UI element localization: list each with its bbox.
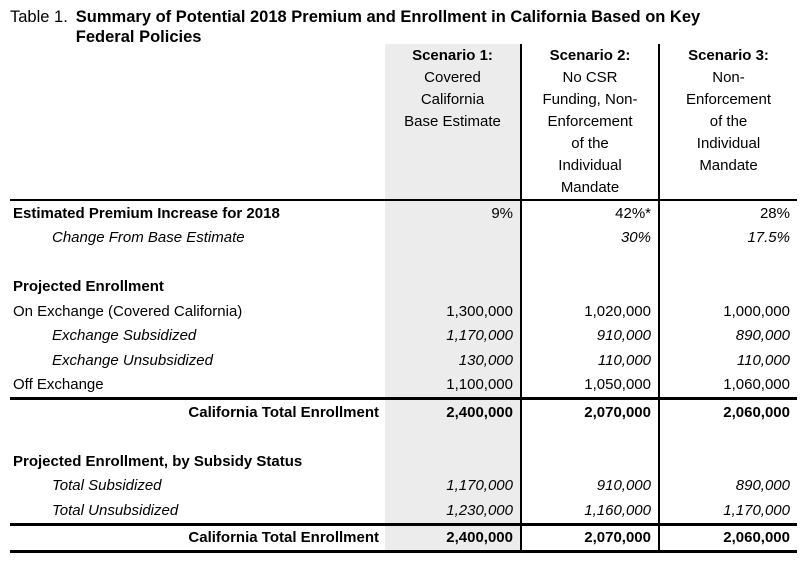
table-title xyxy=(10,7,700,47)
table-title-line-2: Federal Policies xyxy=(75,28,202,46)
cell-value: 1,000,000 xyxy=(723,302,790,320)
cell-value: 910,000 xyxy=(522,324,660,349)
cell-value xyxy=(385,275,522,300)
cell-value: 2,070,000 xyxy=(522,400,660,425)
table-title-line-1: Summary of Potential 2018 Premium and Enrollment in California Based on Key xyxy=(75,8,701,26)
row-label: Off Exchange xyxy=(13,376,104,394)
cell-value: 1,020,000 xyxy=(522,299,660,324)
column-header-title: Scenario 3: xyxy=(688,47,769,64)
cell-value: 130,000 xyxy=(385,348,522,373)
cell-value xyxy=(522,425,660,450)
cell-value: 28% xyxy=(759,204,790,222)
cell-value: 30% xyxy=(522,226,660,251)
column-header-subtitle-line: of the xyxy=(571,135,609,152)
cell-value: 2,400,000 xyxy=(385,400,522,425)
row-label: Projected Enrollment xyxy=(13,278,164,296)
row-label: Change From Base Estimate xyxy=(52,229,245,247)
table-row xyxy=(10,373,797,401)
column-header-subtitle-line: Base Estimate xyxy=(404,113,501,130)
column-header-subtitle-line: California xyxy=(420,91,485,108)
cell-value: 1,170,000 xyxy=(723,501,790,519)
cell-value xyxy=(522,250,660,275)
column-header-title: Scenario 1: xyxy=(412,47,493,64)
row-label: California Total Enrollment xyxy=(188,403,379,421)
row-label: California Total Enrollment xyxy=(188,529,379,547)
table-row xyxy=(10,474,797,499)
column-header-title: Scenario 2: xyxy=(549,47,631,64)
cell-value xyxy=(385,250,522,275)
cell-value: 110,000 xyxy=(736,351,790,369)
summary-table xyxy=(10,44,797,553)
column-header-subtitle-line: Enforcement xyxy=(685,91,772,108)
row-label: Projected Enrollment, by Subsidy Status xyxy=(13,452,303,470)
table-number-label: Table 1. xyxy=(10,8,68,26)
cell-value: 110,000 xyxy=(522,348,660,373)
column-header-subtitle-line: Individual xyxy=(696,135,761,152)
cell-value xyxy=(660,425,797,450)
cell-value: 1,060,000 xyxy=(723,376,790,394)
table-title-text xyxy=(76,7,700,47)
cell-value: 42%* xyxy=(522,201,660,226)
cell-value: 1,230,000 xyxy=(385,498,522,523)
row-label: Estimated Premium Increase for 2018 xyxy=(13,204,280,222)
table-header-row xyxy=(10,44,797,201)
table-row xyxy=(10,526,797,554)
table-body xyxy=(10,201,797,553)
table-row xyxy=(10,498,797,526)
row-label: Total Subsidized xyxy=(52,477,162,495)
cell-value: 1,100,000 xyxy=(385,373,522,398)
column-header-subtitle-line: Covered xyxy=(424,69,481,86)
cell-value: 890,000 xyxy=(735,327,790,345)
row-label: Exchange Unsubsidized xyxy=(52,351,213,369)
cell-value: 910,000 xyxy=(522,474,660,499)
table-row xyxy=(10,425,797,450)
cell-value: 2,060,000 xyxy=(723,403,790,421)
table-row xyxy=(10,400,797,425)
cell-value: 17.5% xyxy=(747,229,790,247)
cell-value xyxy=(522,275,660,300)
column-header-subtitle-line: Individual xyxy=(558,157,622,174)
cell-value xyxy=(660,275,797,300)
cell-value xyxy=(385,425,522,450)
table-row xyxy=(10,324,797,349)
table-row xyxy=(10,250,797,275)
cell-value xyxy=(385,226,522,251)
header-label-spacer xyxy=(10,44,385,199)
column-header-subtitle-line: Funding, Non- xyxy=(542,91,638,108)
cell-value: 1,160,000 xyxy=(522,498,660,523)
cell-value: 2,060,000 xyxy=(723,529,790,547)
cell-value xyxy=(385,449,522,474)
cell-value: 1,170,000 xyxy=(385,474,522,499)
table-row xyxy=(10,299,797,324)
row-label xyxy=(10,250,385,275)
cell-value: 2,400,000 xyxy=(385,526,522,551)
row-label: Exchange Subsidized xyxy=(52,327,197,345)
cell-value: 2,070,000 xyxy=(522,526,660,551)
table-row xyxy=(10,201,797,226)
cell-value xyxy=(522,449,660,474)
column-header-subtitle-line: Mandate xyxy=(560,179,620,196)
column-header-scenario-1 xyxy=(385,44,522,199)
column-header-subtitle-line: Non- xyxy=(712,69,745,86)
cell-value: 1,170,000 xyxy=(385,324,522,349)
row-label xyxy=(10,425,385,450)
column-header-scenario-2 xyxy=(522,44,660,199)
column-header-subtitle-line: Enforcement xyxy=(547,113,633,130)
cell-value: 1,300,000 xyxy=(385,299,522,324)
row-label: On Exchange (Covered California) xyxy=(13,302,243,320)
cell-value xyxy=(660,250,797,275)
table-row xyxy=(10,226,797,251)
cell-value: 1,050,000 xyxy=(522,373,660,398)
table-row xyxy=(10,449,797,474)
cell-value: 890,000 xyxy=(735,477,790,495)
column-header-scenario-3 xyxy=(660,44,797,199)
cell-value: 9% xyxy=(385,201,522,226)
row-label: Total Unsubsidized xyxy=(52,501,179,519)
cell-value xyxy=(660,449,797,474)
table-row xyxy=(10,275,797,300)
column-header-subtitle-line: Mandate xyxy=(699,157,758,174)
column-header-subtitle-line: of the xyxy=(709,113,748,130)
column-header-subtitle-line: No CSR xyxy=(562,69,618,86)
table-row xyxy=(10,348,797,373)
